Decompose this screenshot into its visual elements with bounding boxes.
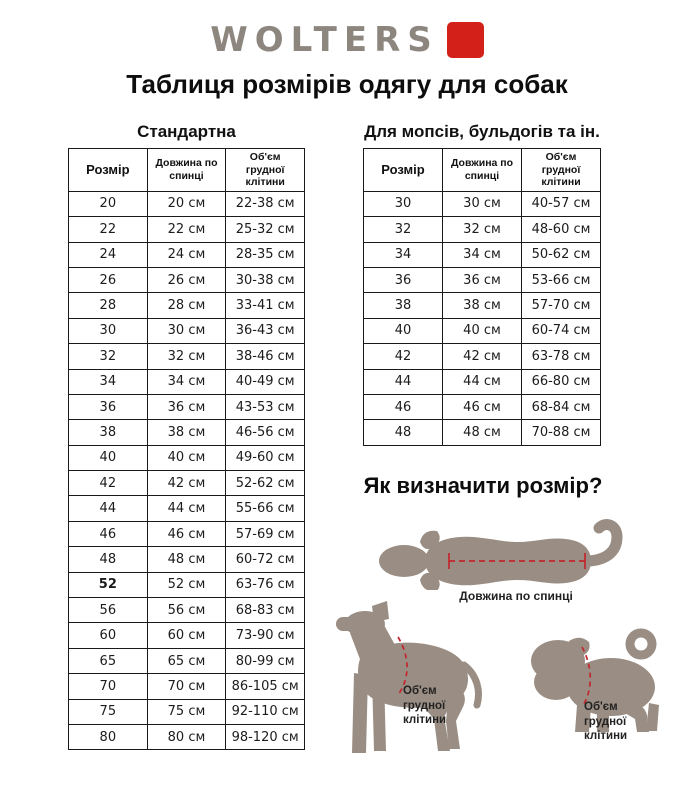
pugs-table-section — [363, 122, 601, 446]
table-cell: 60-72 см — [226, 547, 305, 572]
table-cell: 44 — [69, 496, 148, 521]
table-cell: 73-90 см — [226, 623, 305, 648]
table-cell: 30-38 см — [226, 267, 305, 292]
table-row — [69, 191, 305, 216]
table-cell: 75 — [69, 699, 148, 724]
table-cell: 24 — [69, 242, 148, 267]
table-row — [364, 267, 601, 292]
logo-text: WOLTERS — [210, 20, 439, 60]
table-row — [69, 724, 305, 749]
table-cell: 22 — [69, 217, 148, 242]
table-cell: 32 — [364, 217, 443, 242]
table-cell: 26 см — [147, 267, 226, 292]
table-row — [69, 344, 305, 369]
table-cell: 46 см — [147, 521, 226, 546]
table-cell: 48-60 см — [522, 217, 601, 242]
table-row — [69, 598, 305, 623]
table-header-cell: Довжина по спинці — [443, 149, 522, 192]
table-row — [69, 699, 305, 724]
table-cell: 60 — [69, 623, 148, 648]
table-row — [364, 217, 601, 242]
table-cell: 38 см — [443, 293, 522, 318]
table-cell: 34 — [364, 242, 443, 267]
table-cell: 63-76 см — [226, 572, 305, 597]
table-cell: 63-78 см — [522, 344, 601, 369]
table-cell: 42 — [69, 471, 148, 496]
table-cell: 34 — [69, 369, 148, 394]
table-row — [364, 242, 601, 267]
guide-title: Як визначити розмір? — [363, 473, 603, 498]
table-cell: 66-80 см — [522, 369, 601, 394]
table-row — [69, 318, 305, 343]
table-cell: 26 — [69, 267, 148, 292]
table-row — [364, 369, 601, 394]
table-cell: 34 см — [443, 242, 522, 267]
table-row — [69, 420, 305, 445]
standard-table-section — [68, 122, 305, 750]
table-cell: 36-43 см — [226, 318, 305, 343]
table-cell: 52-62 см — [226, 471, 305, 496]
table-cell: 80 — [69, 724, 148, 749]
table-cell: 36 — [69, 394, 148, 419]
table-row — [69, 674, 305, 699]
table-cell: 32 см — [147, 344, 226, 369]
table-cell: 28 см — [147, 293, 226, 318]
table-cell: 70 — [69, 674, 148, 699]
table-cell: 40 см — [443, 318, 522, 343]
pugs-table-title: Для мопсів, бульдогів та ін. — [364, 122, 600, 141]
table-cell: 30 см — [443, 191, 522, 216]
table-row — [364, 318, 601, 343]
table-row — [69, 648, 305, 673]
table-cell: 80-99 см — [226, 648, 305, 673]
chest-volume-label: Об'єм грудної клітини — [584, 701, 628, 743]
table-cell: 22 см — [147, 217, 226, 242]
table-row — [364, 191, 601, 216]
table-cell: 38 — [364, 293, 443, 318]
table-header-cell: Об'єм грудної клітини — [226, 149, 305, 192]
table-cell: 40 — [364, 318, 443, 343]
page-title: Таблиця розмірів одягу для собак — [126, 69, 568, 99]
table-cell: 46-56 см — [226, 420, 305, 445]
table-cell: 92-110 см — [226, 699, 305, 724]
table-header-cell: Розмір — [364, 149, 443, 192]
table-row — [69, 445, 305, 470]
table-cell: 32 см — [443, 217, 522, 242]
table-cell: 53-66 см — [522, 267, 601, 292]
table-cell: 28 — [69, 293, 148, 318]
standard-size-table — [68, 148, 305, 750]
table-row — [364, 394, 601, 419]
table-cell: 36 — [364, 267, 443, 292]
table-cell: 56 — [69, 598, 148, 623]
table-cell: 38 — [69, 420, 148, 445]
table-cell: 52 — [69, 572, 148, 597]
table-cell: 46 см — [443, 394, 522, 419]
table-row — [364, 420, 601, 445]
table-row — [69, 267, 305, 292]
table-row — [69, 369, 305, 394]
table-cell: 32 — [69, 344, 148, 369]
table-cell: 42 см — [443, 344, 522, 369]
table-row — [69, 623, 305, 648]
table-cell: 68-83 см — [226, 598, 305, 623]
table-cell: 24 см — [147, 242, 226, 267]
table-cell: 43-53 см — [226, 394, 305, 419]
dog-topview-icon — [378, 512, 640, 590]
table-cell: 36 см — [147, 394, 226, 419]
standard-table-title: Стандартна — [137, 122, 236, 141]
table-cell: 48 см — [147, 547, 226, 572]
table-cell: 42 — [364, 344, 443, 369]
table-row — [69, 242, 305, 267]
table-cell: 20 — [69, 191, 148, 216]
table-cell: 48 — [69, 547, 148, 572]
table-cell: 25-32 см — [226, 217, 305, 242]
table-cell: 30 — [69, 318, 148, 343]
wolters-logo — [0, 22, 694, 58]
table-cell: 38 см — [147, 420, 226, 445]
table-cell: 70-88 см — [522, 420, 601, 445]
table-cell: 57-69 см — [226, 521, 305, 546]
table-cell: 44 см — [443, 369, 522, 394]
table-row — [69, 496, 305, 521]
table-cell: 50-62 см — [522, 242, 601, 267]
table-cell: 48 — [364, 420, 443, 445]
table-row — [69, 547, 305, 572]
table-cell: 98-120 см — [226, 724, 305, 749]
table-cell: 30 — [364, 191, 443, 216]
table-header-cell: Об'єм грудної клітини — [522, 149, 601, 192]
table-cell: 48 см — [443, 420, 522, 445]
table-cell: 56 см — [147, 598, 226, 623]
table-cell: 65 — [69, 648, 148, 673]
table-cell: 44 см — [147, 496, 226, 521]
table-cell: 33-41 см — [226, 293, 305, 318]
table-cell: 68-84 см — [522, 394, 601, 419]
table-header-row — [69, 149, 305, 192]
table-cell: 70 см — [147, 674, 226, 699]
table-cell: 36 см — [443, 267, 522, 292]
table-cell: 60 см — [147, 623, 226, 648]
table-cell: 38-46 см — [226, 344, 305, 369]
table-cell: 22-38 см — [226, 191, 305, 216]
table-cell: 40-57 см — [522, 191, 601, 216]
table-cell: 80 см — [147, 724, 226, 749]
table-cell: 44 — [364, 369, 443, 394]
table-cell: 42 см — [147, 471, 226, 496]
table-cell: 46 — [69, 521, 148, 546]
table-header-cell: Розмір — [69, 149, 148, 192]
table-cell: 20 см — [147, 191, 226, 216]
table-row — [69, 572, 305, 597]
table-cell: 60-74 см — [522, 318, 601, 343]
table-cell: 75 см — [147, 699, 226, 724]
table-row — [69, 471, 305, 496]
table-cell: 57-70 см — [522, 293, 601, 318]
dog-side-icon — [332, 601, 490, 757]
table-row — [69, 394, 305, 419]
table-header-row — [364, 149, 601, 192]
table-cell: 86-105 см — [226, 674, 305, 699]
table-cell: 30 см — [147, 318, 226, 343]
table-cell: 28-35 см — [226, 242, 305, 267]
table-cell: 49-60 см — [226, 445, 305, 470]
pugs-size-table — [363, 148, 601, 446]
table-cell: 52 см — [147, 572, 226, 597]
table-cell: 34 см — [147, 369, 226, 394]
table-row — [364, 293, 601, 318]
table-row — [364, 344, 601, 369]
table-cell: 55-66 см — [226, 496, 305, 521]
table-cell: 40-49 см — [226, 369, 305, 394]
table-header-cell: Довжина по спинці — [147, 149, 226, 192]
table-cell: 40 — [69, 445, 148, 470]
logo-red-square-icon — [447, 22, 484, 58]
table-row — [69, 521, 305, 546]
chest-volume-label: Об'єм грудної клітини — [403, 685, 447, 727]
table-cell: 65 см — [147, 648, 226, 673]
table-cell: 46 — [364, 394, 443, 419]
table-cell: 40 см — [147, 445, 226, 470]
table-row — [69, 217, 305, 242]
table-row — [69, 293, 305, 318]
back-length-label: Довжина по спинці — [459, 589, 573, 603]
